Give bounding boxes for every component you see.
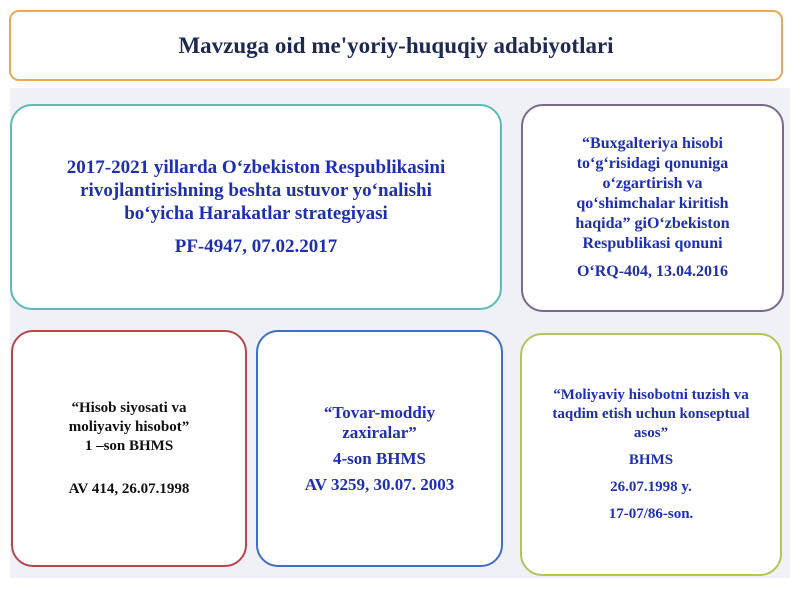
card-text-line: 2017-2021 yillarda O‘zbekiston Respublikasini: [66, 157, 446, 178]
card-accounting-policy: [11, 330, 247, 567]
card-text-line: “Moliyaviy hisobotni tuzish va: [553, 386, 749, 403]
card-text-line: 1 –son BHMS: [84, 437, 174, 454]
card-text-line: “Hisob siyosati va: [71, 399, 187, 416]
card-text-line: BHMS: [628, 451, 674, 468]
card-text-line: 26.07.1998 y.: [610, 478, 692, 495]
card-text-line: moliyaviy hisobot”: [68, 418, 190, 435]
card-text-line: qo‘shimchalar kiritish: [576, 195, 729, 212]
card-text-line: rivojlantirishning beshta ustuvor yo‘nalishi: [80, 180, 432, 201]
card-text-line: bo‘yicha Harakatlar strategiyasi: [124, 203, 388, 224]
card-document-code: PF-4947, 07.02.2017: [174, 236, 338, 257]
title-banner: [9, 10, 783, 81]
card-text-line: o‘zgartirish va: [602, 175, 703, 192]
card-document-code: AV 3259, 30.07. 2003: [304, 474, 455, 494]
card-document-code: AV 414, 26.07.1998: [68, 480, 190, 497]
card-text-line: taqdim etish uchun konseptual: [552, 405, 750, 422]
card-inventory: [256, 330, 503, 567]
card-action-strategy: [10, 104, 502, 310]
card-text-line: haqida” giO‘zbekiston: [575, 215, 730, 232]
card-document-code: O‘RQ-404, 13.04.2016: [576, 263, 729, 280]
card-text-line: asos”: [633, 424, 669, 441]
card-text-line: 17-07/86-son.: [608, 505, 694, 522]
card-conceptual-framework: [520, 333, 782, 576]
card-text-line: “Buxgalteriya hisobi: [582, 135, 723, 152]
card-text-line: 4-son BHMS: [332, 448, 427, 468]
card-text-line: Respublikasi qonuni: [582, 235, 723, 252]
card-text-line: “Tovar-moddiy: [323, 402, 436, 422]
page-title: Mavzuga oid me'yoriy-huquqiy adabiyotlari: [178, 32, 614, 58]
card-accounting-law: [521, 104, 784, 312]
card-text-line: to‘g‘risidagi qonuniga: [576, 155, 729, 172]
card-text-line: zaxiralar”: [342, 422, 417, 442]
